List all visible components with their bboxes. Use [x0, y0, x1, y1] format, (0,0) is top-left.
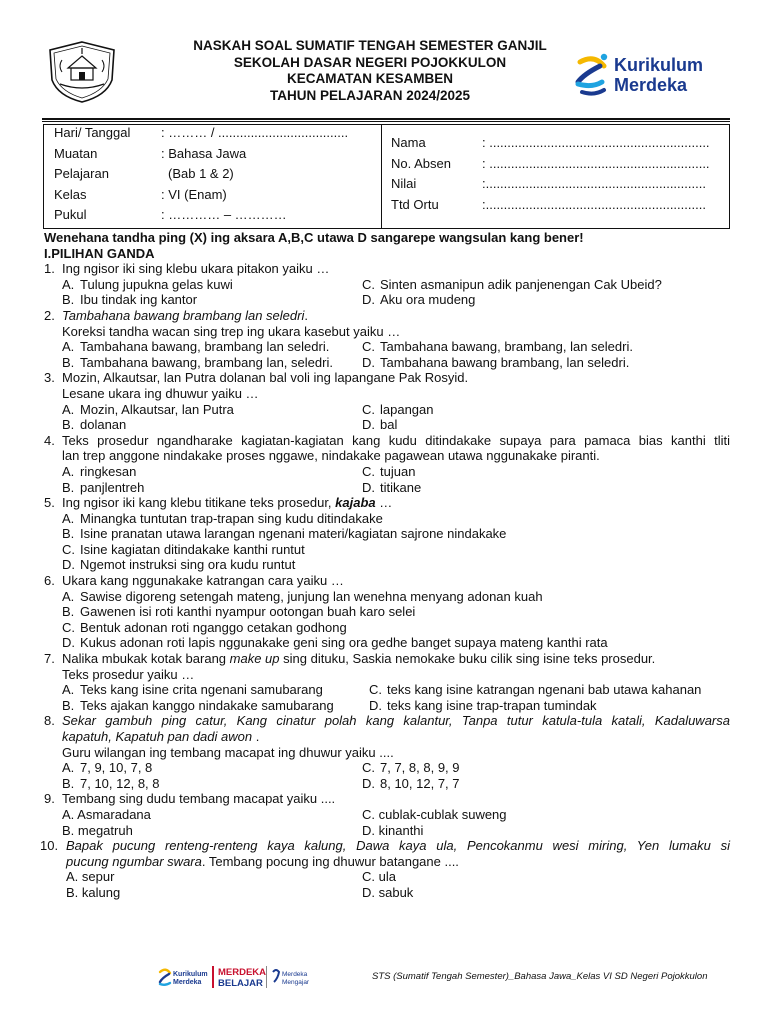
- question-10: 10. Bapak pucung renteng-renteng kaya kalung, Dawa kaya ula, Pencokanmu wesi miring, Yen lumaku si: [40, 838, 730, 854]
- option-b[interactable]: B. megatruh: [62, 822, 133, 838]
- option-a[interactable]: A. Teks kang isine crita ngenani samubarang: [62, 682, 323, 698]
- question-9: 9. Tembang sing dudu tembang macapat yaiku ....: [44, 791, 336, 807]
- question-3-sub: Lesane ukara ing dhuwur yaiku …: [62, 385, 259, 401]
- option-d[interactable]: D. Ngemot instruksi sing ora kudu runtut: [62, 557, 296, 573]
- option-b[interactable]: B. Isine pranatan utawa larangan ngenani materi/kagiatan sajrone nindakake: [62, 526, 507, 542]
- date-field[interactable]: : ……… / ....................................: [161, 125, 349, 140]
- question-5: 5. Ing ngisor iki kang klebu titikane teks prosedur, kajaba …: [44, 495, 393, 511]
- footer-logos: [158, 964, 358, 990]
- option-c[interactable]: C. Sinten asmanipun adik panjenengan Cak Ubeid?: [362, 276, 662, 292]
- option-d[interactable]: D. titikane: [362, 479, 422, 495]
- score-field[interactable]: :.............................................................: [482, 176, 706, 191]
- question-2: 2. Tambahana bawang brambang lan seledri.: [44, 307, 308, 323]
- header-rule-thin: [42, 121, 730, 122]
- option-c[interactable]: C. cublak-cublak suweng: [362, 806, 507, 822]
- question-1: 1. Ing ngisor iki sing klebu ukara pitakon yaiku …: [44, 261, 330, 277]
- option-c[interactable]: C. lapangan: [362, 401, 434, 417]
- question-2-options: [44, 339, 730, 370]
- option-d[interactable]: D. 8, 10, 12, 7, 7: [362, 775, 460, 791]
- question-1-options: [44, 277, 730, 308]
- exam-content: [40, 230, 730, 901]
- question-2-sub: Koreksi tandha wacan sing trep ing ukara kasebut yaiku …: [62, 323, 401, 339]
- question-10-options: [44, 869, 730, 900]
- identity-box-divider: [381, 125, 382, 228]
- option-b[interactable]: B. kalung: [66, 884, 121, 900]
- question-7: 7. Nalika mbukak kotak barang make up sing dituku, Saskia nemokake buku cilik sing isine teks prosedur.: [44, 651, 656, 667]
- question-7-options: [44, 682, 730, 713]
- parent-sign-field[interactable]: :.............................................................: [482, 197, 706, 212]
- option-b[interactable]: B. 7, 10, 12, 8, 8: [62, 775, 160, 791]
- option-a[interactable]: A. Sawise digoreng setengah mateng, junjung lan wenehna menyang adonan kuah: [62, 588, 543, 604]
- option-c[interactable]: C. teks kang isine katrangan ngenani bab utawa kahanan: [369, 682, 702, 698]
- question-6: 6. Ukara kang nggunakake katrangan cara yaiku …: [44, 573, 344, 589]
- question-3-options: [44, 402, 730, 433]
- option-d[interactable]: D. Tambahana bawang brambang, lan seledri.: [362, 354, 630, 370]
- option-d[interactable]: D. Aku ora mudeng: [362, 292, 476, 308]
- absen-field[interactable]: : .............................................................: [482, 156, 710, 171]
- question-4-options: [44, 464, 730, 495]
- question-7-sub: Teks prosedur yaiku …: [62, 666, 195, 682]
- option-a[interactable]: A. ringkesan: [62, 463, 137, 479]
- option-a[interactable]: A. Asmaradana: [62, 806, 151, 822]
- option-c[interactable]: C. Bentuk adonan roti nganggo cetakan godhong: [62, 619, 347, 635]
- option-b[interactable]: B. Gawenen isi roti kanthi nyampur ootongan buah karo selei: [62, 604, 416, 620]
- question-8-line2: kapatuh, Kapatuh pan dadi awon .: [62, 729, 260, 744]
- svg-text:MERDEKA: MERDEKA: [218, 967, 267, 978]
- svg-text:Merdeka: Merdeka: [282, 971, 308, 978]
- option-a[interactable]: A. Tulung jupukna gelas kuwi: [62, 276, 233, 292]
- question-3: 3. Mozin, Alkautsar, lan Putra dolanan bal voli ing lapangane Pak Rosyid.: [44, 370, 469, 386]
- svg-text:BELAJAR: BELAJAR: [218, 978, 263, 989]
- option-d[interactable]: D. sabuk: [362, 884, 414, 900]
- option-d[interactable]: D. bal: [362, 417, 398, 433]
- option-a[interactable]: A. 7, 9, 10, 7, 8: [62, 760, 153, 776]
- option-a[interactable]: A. Mozin, Alkautsar, lan Putra: [62, 401, 234, 417]
- question-8-sub: Guru wilangan ing tembang macapat ing dhuwur yaiku ....: [62, 744, 394, 760]
- option-d[interactable]: D. Kukus adonan roti lapis nggunakake geni sing ora gedhe banget supaya mateng kanthi rata: [62, 635, 608, 651]
- svg-text:Mengajar: Mengajar: [282, 979, 310, 986]
- name-field[interactable]: : .............................................................: [482, 135, 710, 150]
- svg-text:Merdeka: Merdeka: [173, 979, 202, 986]
- option-b[interactable]: B. dolanan: [62, 417, 127, 433]
- exam-header: [140, 38, 600, 104]
- option-a[interactable]: A. Tambahana bawang, brambang lan seledri.: [62, 339, 330, 355]
- option-c[interactable]: C. Isine kagiatan ditindakake kanthi runtut: [62, 541, 305, 557]
- question-9-options: [44, 807, 730, 838]
- regency-crest-logo: [46, 40, 118, 104]
- header-line-3: KECAMATAN KESAMBEN: [287, 71, 453, 86]
- kurikulum-merdeka-wordmark: Kurikulum Merdeka: [614, 55, 704, 95]
- time-field[interactable]: : ………… – …………: [161, 207, 287, 222]
- option-c[interactable]: C. 7, 7, 8, 8, 9, 9: [362, 760, 460, 776]
- header-line-1: NASKAH SOAL SUMATIF TENGAH SEMESTER GANJIL: [193, 38, 547, 53]
- option-b[interactable]: B. Ibu tindak ing kantor: [62, 292, 198, 308]
- option-b[interactable]: B. Tambahana bawang, brambang lan, seledri.: [62, 354, 333, 370]
- option-b[interactable]: B. Teks ajakan kanggo nindakake samubarang: [62, 697, 334, 713]
- question-8-options: [44, 760, 730, 791]
- option-c[interactable]: C. ula: [362, 869, 396, 885]
- question-6-options: [44, 589, 730, 651]
- header-line-2: SEKOLAH DASAR NEGERI POJOKKULON: [233, 54, 507, 70]
- option-c[interactable]: C. Tambahana bawang, brambang, lan seledri.: [362, 339, 633, 355]
- question-4-line2: lan trep anggone nindakake proses nggawe, nindakake pagawean utawa nggunakake piranti.: [62, 448, 600, 464]
- header-line-4: TAHUN PELAJARAN 2024/2025: [269, 87, 471, 103]
- option-b[interactable]: B. panjlentreh: [62, 479, 145, 495]
- option-c[interactable]: C. tujuan: [362, 463, 416, 479]
- option-a[interactable]: A. sepur: [66, 869, 115, 885]
- question-5-options: [44, 511, 730, 573]
- option-d[interactable]: D. kinanthi: [362, 822, 424, 838]
- section-title: I.PILIHAN GANDA: [44, 245, 155, 261]
- header-rule-thick: [42, 118, 730, 120]
- question-10-line2: pucung ngumbar swara. Tembang pocung ing dhuwur batangane ....: [66, 853, 459, 869]
- instruction-text: Wenehana tandha ping (X) ing aksara A,B,C utawa D sangarepe wangsulan kang bener!: [44, 230, 584, 245]
- student-identity-box: Hari/ Tanggal : ……… / .................................... Muatan : Bahasa Jawa Pelajaran (Bab 1 & 2) Kelas : VI (Enam) Pukul : ………… – ………… Nama : ............................................................. No. Absen : ............................................................. Nilai :............................................................. Ttd Ortu :.............................................................: [43, 124, 730, 229]
- option-a[interactable]: A. Minangka tuntutan trap-trapan sing kudu ditindakake: [62, 510, 383, 526]
- footer-caption: STS (Sumatif Tengah Semester)_Bahasa Jawa_Kelas VI SD Negeri Pojokkulon: [372, 971, 708, 982]
- svg-text:Kurikulum: Kurikulum: [173, 971, 208, 978]
- question-4: 4. Teks prosedur ngandharake kagiatan-kagiatan kang kudu ditindakake supaya para pamaca bias kanthi tliti: [44, 432, 730, 448]
- question-8: 8. Sekar gambuh ping catur, Kang cinatur polah kang kalantur, Tanpa tutur katula-tula katali, Kadaluwarsa: [44, 713, 730, 729]
- option-d[interactable]: D. teks kang isine trap-trapan tumindak: [369, 697, 597, 713]
